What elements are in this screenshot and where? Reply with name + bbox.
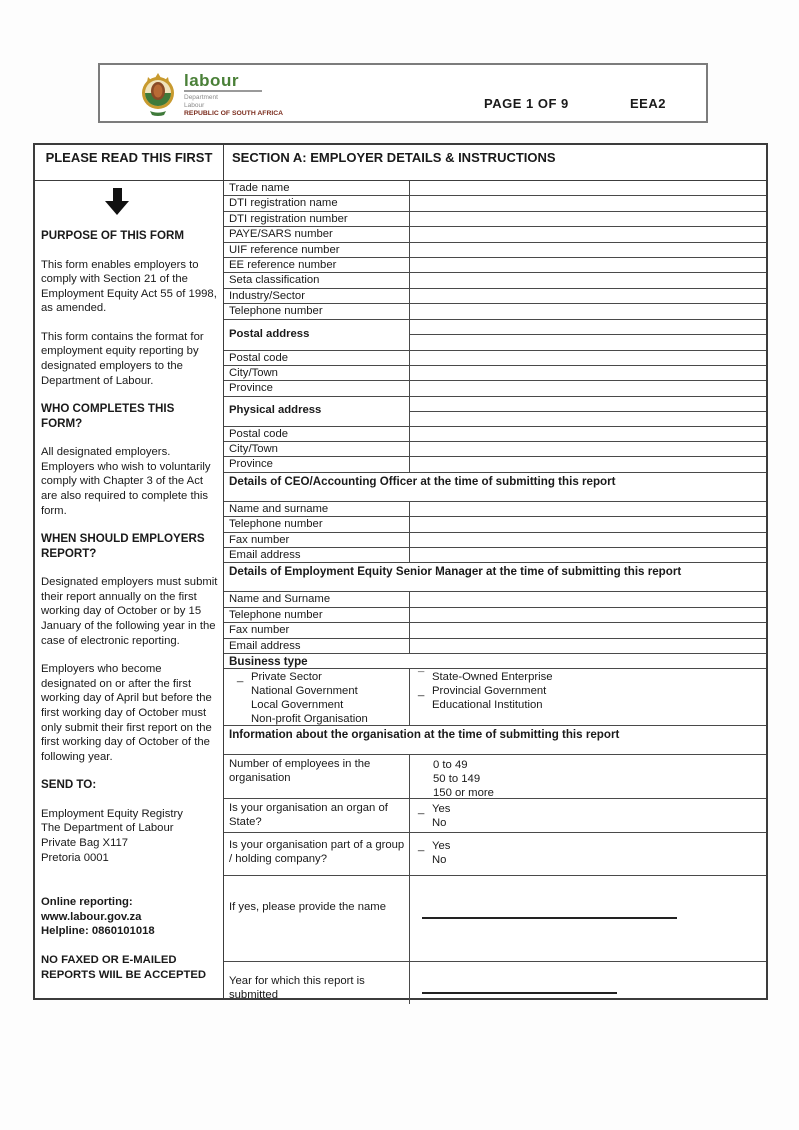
table-row	[224, 381, 766, 396]
if-yes-name-input[interactable]	[410, 876, 766, 961]
dti-registration-name-input[interactable]	[410, 196, 766, 210]
employees-count-label: Number of employees in the organisation	[224, 755, 410, 798]
field-label: Province	[224, 381, 410, 395]
ceo-telephone-input[interactable]	[410, 517, 766, 531]
table-row	[224, 608, 766, 623]
postal-code-input[interactable]	[410, 351, 766, 365]
department-logo	[140, 71, 283, 118]
table-row	[224, 227, 766, 242]
checkbox-marker[interactable]: _	[237, 671, 244, 684]
field-label: Postal code	[224, 427, 410, 441]
option-provincial-government[interactable]: _ Provincial Government	[418, 685, 547, 698]
checkbox-marker[interactable]: ¯	[418, 671, 425, 684]
section-a-fields	[224, 181, 766, 1002]
physical-province-input[interactable]	[410, 457, 766, 471]
table-row	[224, 289, 766, 304]
if-yes-name-label: If yes, please provide the name	[224, 876, 410, 961]
field-label: Email address	[224, 639, 410, 653]
telephone-number-input[interactable]	[410, 304, 766, 318]
when-report-paragraph-1: Designated employers must submit their report annually on the first working day of October or by 15 January of the following year in the case of electronic reporting.	[41, 576, 218, 647]
physical-address-line1-input[interactable]	[410, 397, 766, 412]
field-label: Telephone number	[224, 304, 410, 318]
physical-city-town-input[interactable]	[410, 442, 766, 456]
checkbox-marker[interactable]: _	[418, 840, 425, 853]
table-row	[224, 181, 766, 196]
field-label: DTI registration number	[224, 212, 410, 226]
manager-telephone-input[interactable]	[410, 608, 766, 622]
business-type-options-row	[224, 669, 766, 726]
field-label: Postal code	[224, 351, 410, 365]
physical-address-row	[224, 397, 766, 427]
table-row	[224, 196, 766, 211]
employees-count-options	[410, 755, 766, 798]
field-label: UIF reference number	[224, 243, 410, 257]
seta-classification-input[interactable]	[410, 273, 766, 287]
ee-manager-details-header: Details of Employment Equity Senior Manager at the time of submitting this report	[224, 563, 766, 592]
physical-postal-code-input[interactable]	[410, 427, 766, 441]
group-holding-options	[410, 833, 766, 875]
option-state-owned-enterprise[interactable]: ¯ State-Owned Enterprise	[418, 671, 553, 684]
paye-sars-number-input[interactable]	[410, 227, 766, 241]
table-row	[224, 623, 766, 638]
option-local-government[interactable]: Local Government	[251, 699, 344, 712]
field-label: Industry/Sector	[224, 289, 410, 303]
table-row	[224, 366, 766, 381]
business-type-header: Business type	[224, 654, 766, 669]
option-0-to-49[interactable]: 0 to 49	[433, 759, 468, 772]
page-number: PAGE 1 OF 9	[484, 96, 569, 111]
field-label: DTI registration name	[224, 196, 410, 210]
form-header	[98, 63, 708, 123]
no-fax-notice: NO FAXED OR E-MAILED REPORTS WIIL BE ACCEPTED	[41, 954, 207, 981]
organ-of-state-options	[410, 799, 766, 832]
table-row	[224, 502, 766, 517]
if-yes-name-row	[224, 876, 766, 962]
postal-address-label: Postal address	[224, 320, 410, 350]
checkbox-marker[interactable]: _	[418, 685, 425, 698]
table-row	[224, 533, 766, 548]
postal-province-input[interactable]	[410, 381, 766, 395]
postal-address-row	[224, 320, 766, 351]
dti-registration-number-input[interactable]	[410, 212, 766, 226]
group-holding-row	[224, 833, 766, 876]
table-row	[224, 351, 766, 366]
who-completes-heading: WHO COMPLETES THIS FORM?	[41, 402, 175, 430]
instructions-panel	[35, 181, 224, 998]
report-year-row	[224, 962, 766, 1004]
ceo-name-surname-input[interactable]	[410, 502, 766, 516]
field-label: Telephone number	[224, 517, 410, 531]
group-holding-label: Is your organisation part of a group / holding company?	[224, 833, 410, 875]
table-row	[224, 273, 766, 288]
field-label: City/Town	[224, 442, 410, 456]
send-to-address: Employment Equity Registry The Department of Labour Private Bag X117 Pretoria 0001	[41, 807, 183, 864]
industry-sector-input[interactable]	[410, 289, 766, 303]
business-type-left-options	[224, 669, 410, 725]
option-private-sector[interactable]: _ Private Sector	[237, 671, 322, 684]
table-row	[224, 304, 766, 319]
ee-reference-number-input[interactable]	[410, 258, 766, 272]
down-arrow-icon	[105, 188, 129, 215]
send-to-heading: SEND TO:	[41, 778, 97, 792]
organisation-info-header: Information about the organisation at the time of submitting this report	[224, 726, 766, 755]
table-row	[224, 517, 766, 532]
manager-email-input[interactable]	[410, 639, 766, 653]
field-label: Email address	[224, 548, 410, 562]
form-table	[33, 143, 768, 1000]
online-reporting-url: www.labour.gov.za	[41, 910, 142, 923]
report-year-label: Year for which this report is submitted	[224, 962, 410, 1004]
logo-dept-line2: Labour	[184, 101, 205, 109]
field-label: Name and Surname	[224, 592, 410, 606]
option-organ-yes[interactable]: _ Yes	[418, 803, 451, 816]
manager-name-surname-input[interactable]	[410, 592, 766, 606]
business-type-right-options	[410, 669, 766, 725]
purpose-paragraph-2: This form contains the format for employment equity reporting by designated employers to the Department of Labour.	[41, 330, 204, 387]
option-group-no[interactable]: No	[432, 854, 447, 867]
field-label: Province	[224, 457, 410, 471]
option-organ-no[interactable]: No	[432, 817, 447, 830]
logo-dept-line1: Department	[184, 94, 218, 101]
table-row	[224, 427, 766, 442]
table-row	[224, 457, 766, 472]
table-row	[224, 548, 766, 563]
who-completes-paragraph: All designated employers. Employers who wish to voluntarily comply with Chapter 3 of the Act are also required to complete this form.	[41, 446, 211, 517]
left-panel-title: PLEASE READ THIS FIRST	[35, 145, 224, 180]
table-row	[224, 592, 766, 607]
field-label: EE reference number	[224, 258, 410, 272]
field-label: Seta classification	[224, 273, 410, 287]
table-row	[224, 639, 766, 654]
logo-divider	[184, 90, 262, 92]
table-row	[224, 243, 766, 258]
postal-address-line2-input[interactable]	[410, 335, 766, 350]
form-code: EEA2	[630, 96, 666, 111]
table-row	[224, 442, 766, 457]
organ-of-state-label: Is your organisation an organ of State?	[224, 799, 410, 832]
purpose-heading: PURPOSE OF THIS FORM	[41, 229, 184, 242]
uif-reference-number-input[interactable]	[410, 243, 766, 257]
table-row	[224, 258, 766, 273]
physical-address-label: Physical address	[224, 397, 410, 426]
option-educational-institution[interactable]: Educational Institution	[432, 699, 543, 712]
option-50-to-149[interactable]: 50 to 149	[433, 773, 481, 786]
option-150-or-more[interactable]: 150 or more	[433, 787, 494, 800]
organ-of-state-row	[224, 799, 766, 833]
helpline-number: Helpline: 0860101018	[41, 925, 155, 938]
report-year-input[interactable]	[410, 962, 766, 1004]
ceo-email-input[interactable]	[410, 548, 766, 562]
table-header-row	[35, 145, 766, 181]
postal-address-line1-input[interactable]	[410, 320, 766, 336]
section-a-title: SECTION A: EMPLOYER DETAILS & INSTRUCTIONS	[232, 150, 556, 165]
field-label: PAYE/SARS number	[224, 227, 410, 241]
field-label: Trade name	[224, 181, 410, 195]
physical-address-line2-input[interactable]	[410, 412, 766, 426]
logo-country-text: REPUBLIC OF SOUTH AFRICA	[184, 110, 284, 117]
field-label: City/Town	[224, 366, 410, 380]
field-label: Telephone number	[224, 608, 410, 622]
checkbox-marker[interactable]: _	[418, 803, 425, 816]
when-report-paragraph-2: Employers who become designated on or after the first working day of April but before the first working day of October must only submit their first report on the first working day of October of the following year.	[41, 663, 212, 763]
table-row	[224, 212, 766, 227]
ceo-fax-input[interactable]	[410, 533, 766, 547]
field-label: Fax number	[224, 533, 410, 547]
postal-city-town-input[interactable]	[410, 366, 766, 380]
manager-fax-input[interactable]	[410, 623, 766, 637]
write-line[interactable]	[422, 917, 677, 919]
field-label: Name and surname	[224, 502, 410, 516]
option-group-yes[interactable]: _ Yes	[418, 840, 451, 853]
purpose-paragraph-1: This form enables employers to comply with Section 21 of the Employment Equity Act 55 of 1998, as amended.	[41, 258, 217, 315]
online-reporting-block: Online reporting: www.labour.gov.za Helpline: 0860101018	[41, 895, 218, 939]
option-non-profit-organisation[interactable]: Non-profit Organisation	[251, 713, 368, 726]
ceo-details-header: Details of CEO/Accounting Officer at the time of submitting this report	[224, 473, 766, 502]
employees-count-row	[224, 755, 766, 799]
option-national-government[interactable]: National Government	[251, 685, 358, 698]
coat-of-arms-icon	[140, 71, 176, 117]
logo-brand-text: labour	[184, 71, 239, 90]
when-report-heading: WHEN SHOULD EMPLOYERS REPORT?	[41, 532, 205, 560]
field-label: Fax number	[224, 623, 410, 637]
write-line[interactable]	[422, 992, 617, 994]
trade-name-input[interactable]	[410, 181, 766, 195]
